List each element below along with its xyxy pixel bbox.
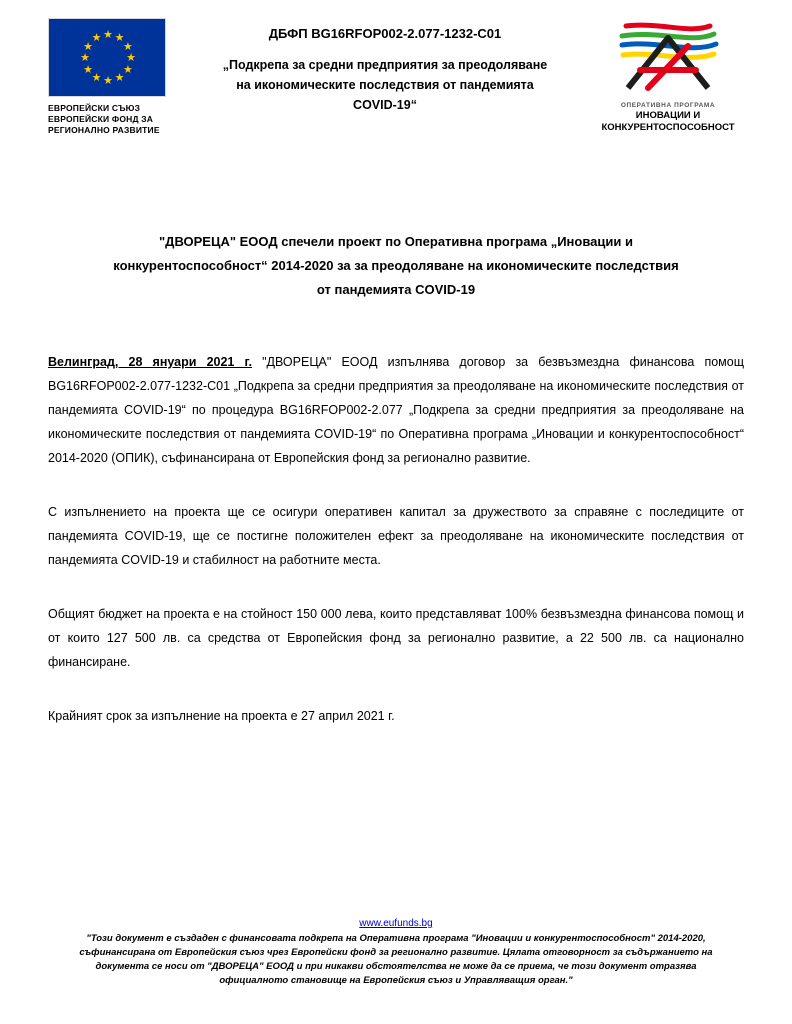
eu-emblem-block [48, 18, 178, 136]
opic-name-line-2: КОНКУРЕНТОСПОСОБНОСТ [601, 122, 735, 133]
opic-logo-block [592, 18, 744, 134]
document-subtitle-line-3: COVID-19“ [353, 98, 417, 112]
eu-star-icon: ★ [122, 40, 133, 53]
document-subtitle [188, 55, 582, 115]
eu-star-icon: ★ [91, 71, 102, 84]
eufunds-link[interactable]: www.eufunds.bg [359, 918, 433, 929]
eu-star-icon: ★ [83, 63, 94, 76]
footer-disclaimer: "Този документ е създаден с финансовата подкрепа на Оперативна програма "Иновации и конкурентоспособност" 2014-2020, съфинансирана от Европейския съюз чрез Европейски фонд за регионално развитие. Цялата отговорност за съдържанието на документа се носи от "ДВОРЕЦА" ЕООД и при никакви обстоятелства не може да се приема, че този документ отразява официалното становище на Европейския съюз и Управляващия орган." [79, 933, 713, 986]
paragraph-2: С изпълнението на проекта ще се осигури оперативен капитал за дружеството за справяне с последиците от пандемията COVID-19, ще се постигне положителен ефект за преодоляване на икономическите последствия от пандемията COVID-19 и стабилност на работните места. [48, 505, 744, 567]
eu-flag-icon [48, 18, 166, 97]
paragraph-4: Крайният срок за изпълнение на проекта е 27 април 2021 г. [48, 709, 395, 723]
paragraph-3: Общият бюджет на проекта е на стойност 150 000 лева, които представляват 100% безвъзмездна финансова помощ и от които 127 500 лв. са средства от Европейския фонд за регионално развитие, а 22 500 лв. са национално финансиране. [48, 607, 744, 669]
document-code: ДБФП BG16RFOP002-2.077-1232-C01 [268, 26, 502, 41]
eu-caption [48, 103, 178, 136]
eu-star-icon: ★ [103, 75, 113, 87]
page-title-line-2: конкурентоспособност“ 2014-2020 за за преодоляване на икономическите последствия [113, 258, 679, 273]
eu-caption-line-2: ЕВРОПЕЙСКИ ФОНД ЗА [48, 114, 154, 124]
eu-star-icon: ★ [122, 63, 133, 76]
opic-program-name [592, 110, 744, 134]
eu-star-icon: ★ [114, 32, 125, 45]
eu-caption-line-3: РЕГИОНАЛНО РАЗВИТИЕ [48, 125, 160, 135]
eu-star-icon: ★ [91, 32, 102, 45]
opic-logo-svg [592, 18, 744, 100]
page-title-line-1: "ДВОРЕЦА" ЕООД спечели проект по Оперативна програма „Иновации и [159, 234, 633, 249]
document-subtitle-line-1: „Подкрепа за средни предприятия за преодоляване [222, 58, 548, 72]
document-header [48, 18, 744, 168]
eu-star-icon: ★ [83, 40, 94, 53]
eu-star-icon: ★ [114, 71, 125, 84]
body-paragraphs [48, 350, 744, 728]
paragraph-1 [48, 350, 744, 470]
eu-star-icon: ★ [126, 52, 136, 64]
opic-name-line-1: ИНОВАЦИИ И [635, 110, 701, 121]
paragraph-1-text: "ДВОРЕЦА" ЕООД изпълнява договор за безвъзмездна финансова помощ BG16RFOP002-2.077-1232-C01 „Подкрепа за средни предприятия за преодоляване на икономическите последствия от пандемията COVID-19“ по процедура BG16RFOP002-2.077 „Подкрепа за средни предприятия за преодоляване на икономическите последствия от пандемията COVID-19“ по Оперативна програма „Иновации и конкурентоспособност“ 2014-2020 (ОПИК), съфинансирана от Европейския фонд за регионално развитие. [48, 355, 744, 465]
eu-star-icon: ★ [80, 52, 90, 64]
document-footer [48, 913, 744, 988]
header-title-block [178, 18, 592, 115]
opic-program-caption: ОПЕРАТИВНА ПРОГРАМА [620, 102, 716, 109]
dateline: Велинград, 28 януари 2021 г. [48, 355, 252, 369]
document-subtitle-line-2: на икономическите последствия от пандемията [236, 78, 534, 92]
page-title-line-3: от пандемията COVID-19 [316, 282, 476, 297]
eu-star-icon: ★ [103, 29, 113, 41]
eu-caption-line-1: ЕВРОПЕЙСКИ СЪЮЗ [48, 103, 141, 113]
opic-logo-icon [592, 18, 744, 100]
page-title [74, 230, 718, 302]
document-content [48, 230, 744, 728]
